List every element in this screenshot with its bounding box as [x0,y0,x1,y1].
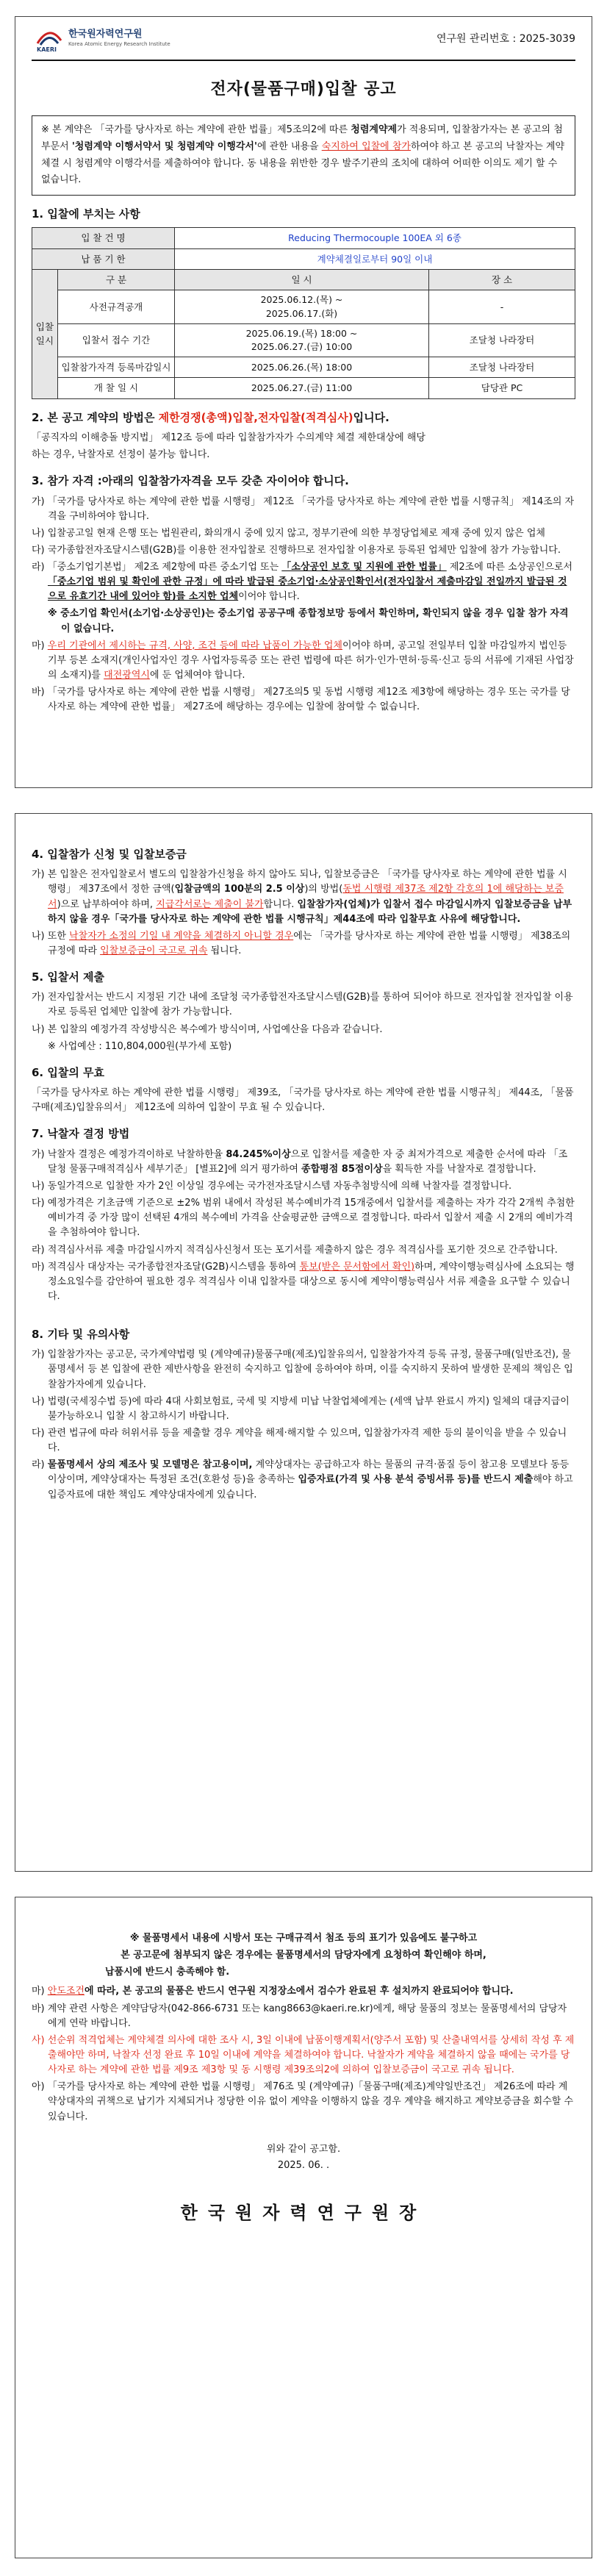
org-name: 한국원자력연구원 [68,29,143,40]
page-1: KAERI 한국원자력연구원 Korea Atomic Energy Research Institute 연구원 관리번호 : 2025-3039 전자(물품구매)입찰 공고 ※ 본 계약은 「국가를 당사자로 하는 계약에 관한 법률」제5조의2에 따른 청렴계약제가 적용되며, 입찰참가자는 본 공고의 첨부문서 '청렴계약 이행서약서 및 청렴계약 이행각서'에 관한 내용을 숙지하여 입찰에 참가하여야 하고 본 공고의 낙찰자는 계약체결 시 청렴계약 이행각서를 제출하여야 합니다. 동 내용을 위반한 경우 발주기관의 조치에 대하여 어떠한 이의도 제기 할 수 없습니다. 1. 입찰에 부치는 사항 입 찰 건 명 Reducing Thermocouple 100EA 외 6종 납 품 기 한 계약체결일로부터 90일 이내 입찰일시 구 분 일 시 장 소 사전규격공개 2025.06.12.(목) ~ 2025.06.17.(화) - 입찰서 접수 기간 2025.06.19.(목) 18:00 ~ 2025.06.27.(금) 10:00 조달청 나라장터 입찰참가자격 등록마감일시 2025.06.26.(목) 18:00 조달청 나라장터 개 찰 일 시 2025.06.27.(금) 11:00 담당관 PC 2. 본 공고 계약의 방법은 제한경쟁(총액)입찰,전자입찰(적격심사)입니다. 「공직자의 이해충돌 방지법」 제12조 등에 따라 입찰참가자가 수의계약 체결 제한대상에 해당 하는 경우, 낙찰자로 선정이 불가능 합니다. 3. 참가 자격 :아래의 입찰참가자격을 모두 갖춘 자이어야 합니다. 가) 「국가를 당사자로 하는 계약에 관한 법률 시행령」 제12조 「국가를 당사자로 하는 계약에 관한 법률 시행규칙」 제14조의 자격을 구비하여야 합니다. 나) 입찰공고일 현재 은행 또는 법원관리, 화의개시 중에 있지 않고, 정부기관에 의한 부정당업체로 제재 중에 있지 않은 업체 다) 국가종합전자조달시스템(G2B)를 이용한 전자입찰로 진행하므로 전자입찰 이용자로 등록된 업체만 입찰에 참가 가능합니다. 라) 「중소기업기본법」 제2조 제2항에 따른 중소기업 또는 「소상공인 보호 및 지원에 관한 법률」 제2조에 따른 소상공인으로서 「중소기업 범위 및 확인에 관한 규정」에 따라 발급된 중소기업·소상공인확인서(전자입찰서 제출마감일 전일까지 발급된 것으로 유효기간 내에 있어야 함)를 소지한 업체이어야 합니다. ※ 중소기업 확인서(소기업·소상공인)는 중소기업 공공구매 종합정보망 등에서 확인하며, 확인되지 않을 경우 입찰 참가 자격이 없습니다. 마) 우리 기관에서 제시하는 규격, 사양, 조건 등에 따라 납품이 가능한 업체이어야 하며, 공고일 전일부터 입찰 마감일까지 법인등기부 등본 소재지(개인사업자인 경우 사업자등록증 또는 관련 법령에 따른 허가·인가·면허·등록·신고 등의 서류에 기재된 사업장의 소재지)를 대전광역시에 둔 업체여야 합니다. 바) 「국가를 당사자로 하는 계약에 관한 법률 시행령」 제27조의5 및 동법 시행령 제12조 제3항에 해당하는 경우 또는 국가를 당사자로 하는 계약에 관한 법률」 제27조에 해당하는 경우에는 입찰에 참여할 수 없습니다. [15,16,592,788]
page-title: 전자(물품구매)입찰 공고 [210,80,397,99]
document-header [32,17,575,61]
section-3-heading: 3. 참가 자격 :아래의 입찰참가자격을 모두 갖춘 자이어야 합니다. [32,474,349,488]
kaeri-logo-icon [35,27,64,52]
logo-text: KAERI [37,46,57,52]
page-2: 4. 입찰참가 신청 및 입찰보증금 가) 본 입찰은 전자입찰로서 별도의 입찰참가신청을 하지 않아도 되나, 입찰보증금은 「국가를 당사자로 하는 계약에 관한 법률 시행령」 제37조에서 정한 금액(입찰금액의 100분의 2.5 이상)의 방법(동법 시행령 제37조 제2항 각호의 1에 해당하는 보증서)으로 납부하여야 하며, 지급각서로는 제출이 불가합니다. 입찰참가자(업체)가 입찰서 접수 마감일시까지 입찰보증금을 납부하지 않을 경우「국가를 당사자로 하는 계약에 관한 법률 시행규칙」제44조에 따라 입찰무효 사유에 해당합니다. 나) 또한 낙찰자가 소정의 기일 내 계약을 체결하지 아니할 경우에는 「국가를 당사자로 하는 계약에 관한 법률 시행령」 제38조의 규정에 따라 입찰보증금이 국고로 귀속 됩니다. 5. 입찰서 제출 가) 전자입찰서는 반드시 지정된 기간 내에 조달청 국가종합전자조달시스템(G2B)를 통하여 되어야 하므로 전자입찰 전자입찰 이용자로 등록된 업체만 입찰에 참가 가능합니다. 나) 본 입찰의 예정가격 작성방식은 복수예가 방식이며, 사업예산을 다음과 같습니다. ※ 사업예산 : 110,804,000원(부가세 포함) 6. 입찰의 무효 「국가를 당사자로 하는 계약에 관한 법률 시행령」 제39조, 「국가를 당사자로 하는 계약에 관한 법률 시행규칙」 제44조, 「물품구매(제조)입찰유의서」 제12조에 의하여 입찰이 무효 될 수 있습니다. 7. 낙찰자 결정 방법 가) 낙찰자 결정은 예정가격이하로 낙찰하한율 84.245%이상으로 입찰서를 제출한 자 중 최저가격으로 제출한 순서에 따라 「조달청 물품구매적격심사 세부기준」 [별표2]에 의거 평가하여 종합평점 85점이상을 획득한 자를 낙찰자로 결정합니다. 나) 동일가격으로 입찰한 자가 2인 이상일 경우에는 국가전자조달시스템 자동추첨방식에 의해 낙찰자를 결정합니다. 다) 예정가격은 기초금액 기준으로 ±2% 범위 내에서 작성된 복수예비가격 15개중에서 입찰서를 제출하는 자가 각각 2개씩 추첨한 예비가격 중 가장 많이 선택된 4개의 복수예비 가격을 산술평균한 금액으로 결정합니다. 따라서 입찰서 제출 시 2개의 예비가격을 추첨하여야 합니다. 라) 적격심사서류 제출 마감일시까지 적격심사신청서 또는 포기서를 제출하지 않은 경우 적격심사를 포기한 것으로 간주합니다. 마) 적격심사 대상자는 국가종합전자조달(G2B)시스템을 통하여 통보(받은 문서함에서 확인)하며, 계약이행능력심사에 소요되는 행정소요일수를 감안하여 필요한 경우 적격심사 이내 입찰자를 대상으로 동시에 계약이행능력심사 서류 제출을 요구할 수 있습니다. 8. 기타 및 유의사항 가) 입찰참가자는 공고문, 국가계약법령 및 (계약예규)물품구매(제조)입찰유의서, 입찰참가자격 등록 규정, 물품구매(일반조건), 물품명세서 등 본 입찰에 관한 제반사항을 완전히 숙지하고 입찰에 응하여야 하며, 이를 숙지하지 못하여 발생한 문제의 책임은 입찰참가자에게 있습니다. 나) 법령(국세징수법 등)에 따라 4대 사회보험료, 국세 및 지방세 미납 낙찰업체에게는 (세액 납부 완료시 까지) 일체의 대금지급이 불가능하오니 입찰 시 참고하시기 바랍니다. 다) 관련 법규에 따라 허위서류 등을 제출할 경우 계약을 해제·해지할 수 있으며, 입찰참가자격 제한 등의 불이익을 받을 수 있습니다. 라) 물품명세서 상의 제조사 및 모델명은 참고용이며, 계약상대자는 공급하고자 하는 물품의 규격·품질 등이 참고용 모델보다 동등 이상이며, 계약상대자는 특정된 조건(호환성 등)을 충족하는 입증자료(가격 및 사용 분석 증빙서류 등)를 반드시 제출해야 하고 입증자료에 대한 책임도 계약상대자에게 있습니다. [15,813,592,1872]
bid-info-table: 입 찰 건 명 Reducing Thermocouple 100EA 외 6종 납 품 기 한 계약체결일로부터 90일 이내 입찰일시 구 분 일 시 장 소 사전규격공개 2025.06.12.(목) ~ 2025.06.17.(화) - 입찰서 접수 기간 2025.06.19.(목) 18:00 ~ 2025.06.27.(금) 10:00 조달청 나라장터 입찰참가자격 등록마감일시 2025.06.26.(목) 18:00 조달청 나라장터 개 찰 일 시 2025.06.27.(금) 11:00 담당관 PC [32,227,575,398]
section-3-body: 가) 「국가를 당사자로 하는 계약에 관한 법률 시행령」 제12조 「국가를 당사자로 하는 계약에 관한 법률 시행규칙」 제14조의 자격을 구비하여야 합니다. 나) 입찰공고일 현재 은행 또는 법원관리, 화의개시 중에 있지 않고, 정부기관에 의한 부정당업체로 제재 중에 있지 않은 업체 다) 국가종합전자조달시스템(G2B)를 이용한 전자입찰로 진행하므로 전자입찰 이용자로 등록된 업체만 입찰에 참가 가능합니다. 라) 「중소기업기본법」 제2조 제2항에 따른 중소기업 또는 「소상공인 보호 및 지원에 관한 법률」 제2조에 따른 소상공인으로서 「중소기업 범위 및 확인에 관한 규정」에 따라 발급된 중소기업·소상공인확인서(전자입찰서 제출마감일 전일까지 발급된 것으로 유효기간 내에 있어야 함)를 소지한 업체이어야 합니다. ※ 중소기업 확인서(소기업·소상공인)는 중소기업 공공구매 종합정보망 등에서 확인하며, 확인되지 않을 경우 입찰 참가 자격이 없습니다. 마) 우리 기관에서 제시하는 규격, 사양, 조건 등에 따라 납품이 가능한 업체이어야 하며, 공고일 전일부터 입찰 마감일까지 법인등기부 등본 소재지(개인사업자인 경우 사업자등록증 또는 관련 법령에 따른 허가·인가·면허·등록·신고 등의 서류에 기재된 사업장의 소재지)를 대전광역시에 둔 업체여야 합니다. 바) 「국가를 당사자로 하는 계약에 관한 법률 시행령」 제27조의5 및 동법 시행령 제12조 제3항에 해당하는 경우 또는 국가를 당사자로 하는 계약에 관한 법률」 제27조에 해당하는 경우에는 입찰에 참여할 수 없습니다. [32,495,575,713]
section-7-heading: 7. 낙찰자 결정 방법 [32,1127,130,1141]
section-2-heading: 2. 본 공고 계약의 방법은 제한경쟁(총액)입찰,전자입찰(적격심사)입니다. [32,410,389,424]
delivery-value: 계약체결일로부터 90일 이내 [175,248,575,269]
section-4-heading: 4. 입찰참가 신청 및 입찰보증금 [32,848,187,861]
budget-line: ※ 사업예산 : 110,804,000원(부가세 포함) [48,1040,232,1052]
section-6-heading: 6. 입찰의 무효 [32,1065,105,1079]
page-3: ※ 물품명세서 내용에 시방서 또는 구매규격서 첨조 등의 표기가 있음에도 불구하고 본 공고문에 첨부되지 않은 경우에는 물품명세서의 담당자에게 요청하여 확인해야 하며, 납품시에 반드시 충족해야 함. 마) 안도조건에 따라, 본 공고의 물품은 반드시 연구원 지정장소에서 검수가 완료된 후 설치까지 완료되어야 합니다. 바) 계약 관련 사항은 계약담당자(042-866-6731 또는 kang8663@kaeri.re.kr)에게, 해당 물품의 정보는 물품명세서의 담당자에게 연락 바랍니다. 사) 선순위 적격업체는 계약체결 의사에 대한 조사 시, 3일 이내에 납품이행계획서(양주서 포함) 및 산출내역서를 상세히 작성 후 제출해야만 하며, 낙찰자 선정 완료 후 10일 이내에 계약을 체결하여야 합니다. 낙찰자가 계약을 체결하지 않을 때에는 국가를 당사자로 하는 계약에 관한 법률 제9조 제3항 및 동 시행령 제39조의2에 의하여 입찰보증금이 국고로 귀속 됩니다. 아) 「국가를 당사자로 하는 계약에 관한 법률 시행령」 제76조 및 (계약예규)「물품구매(제조)계약일반조건」 제26조에 따라 계약상대자의 귀책으로 납기가 지체되거나 정당한 이유 없이 계약을 이행하지 않을 경우 계약을 해지하고 계약보증금을 회수할 수 있습니다. 위와 같이 공고함. 2025. 06. . 한국원자력연구원장 [15,1897,592,2558]
org-name-en: Korea Atomic Energy Research Institute [68,41,170,47]
bid-schedule-side: 입찰일시 [32,270,58,399]
section-1-heading: 1. 입찰에 부치는 사항 [32,207,140,221]
case-name-value: Reducing Thermocouple 100EA 외 6종 [175,228,575,248]
signer-name: 한국원자력연구원장 [180,2202,427,2223]
integrity-notice: ※ 본 계약은 「국가를 당사자로 하는 계약에 관한 법률」제5조의2에 따른 청렴계약제가 적용되며, 입찰참가자는 본 공고의 첨부문서 '청렴계약 이행서약서 및 청렴계약 이행각서'에 관한 내용을 숙지하여 입찰에 참가하여야 하고 본 공고의 낙찰자는 계약체결 시 청렴계약 이행각서를 제출하여야 합니다. 동 내용을 위반한 경우 발주기관의 조치에 대하여 어떠한 이의도 제기 할 수 없습니다. [32,115,575,196]
notice-date: 2025. 06. . [277,2159,330,2171]
section-5-heading: 5. 입찰서 제출 [32,970,105,984]
section-8-heading: 8. 기타 및 유의사항 [32,1328,130,1342]
document-number: 연구원 관리번호 : 2025-3039 [436,33,575,45]
closing-text: 위와 같이 공고함. [266,2143,341,2155]
